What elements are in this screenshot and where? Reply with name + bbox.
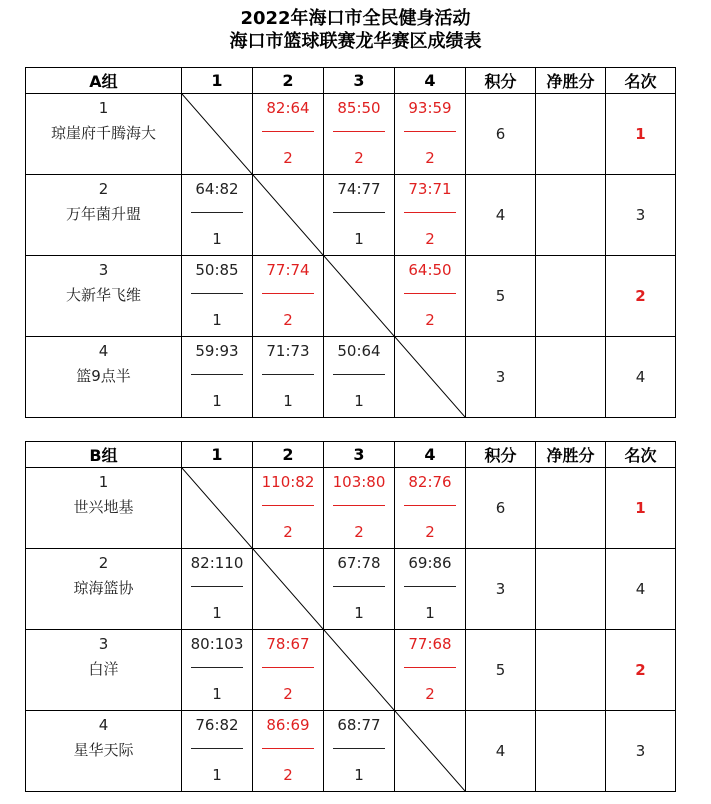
match-points: 2 [425, 149, 435, 167]
match-score [324, 175, 394, 255]
match-score [182, 711, 252, 791]
table-header-row [26, 68, 676, 94]
table-row [26, 337, 676, 418]
rank-cell: 2 [606, 256, 676, 337]
points-cell: 5 [466, 256, 536, 337]
score-divider [191, 586, 243, 587]
match-score-text: 50:64 [337, 342, 381, 360]
score-divider [262, 293, 314, 294]
score-divider [191, 667, 243, 668]
match-points: 1 [354, 230, 364, 248]
rank-cell: 4 [606, 549, 676, 630]
score-divider [333, 131, 385, 132]
document-subtitle: 海口市篮球联赛龙华赛区成绩表 [229, 31, 482, 52]
match-score [253, 94, 323, 174]
score-divider [333, 586, 385, 587]
match-score [253, 256, 323, 336]
match-score [182, 175, 252, 255]
score-divider [404, 212, 456, 213]
team-name: 琼崖府千腾海大 [50, 124, 156, 142]
diagonal-slash [395, 337, 465, 417]
diagonal-line [395, 337, 465, 417]
match-points: 2 [283, 685, 293, 703]
match-score [395, 175, 465, 255]
net-score-header: 净胜分 [536, 442, 606, 468]
match-points: 1 [354, 392, 364, 410]
diagonal-cell [182, 94, 253, 175]
match-points: 1 [212, 604, 222, 622]
team-name: 白洋 [88, 660, 119, 678]
net-score-cell [536, 468, 606, 549]
team-cell [26, 256, 182, 337]
team-cell [26, 549, 182, 630]
match-score [182, 630, 252, 710]
score-divider [191, 748, 243, 749]
table-row [26, 711, 676, 792]
score-table [25, 67, 676, 418]
team-number: 1 [98, 99, 109, 117]
match-score-cell [182, 175, 253, 256]
match-score-cell [182, 630, 253, 711]
match-points: 2 [283, 311, 293, 329]
team-number: 3 [98, 261, 109, 279]
match-score-text: 103:80 [332, 473, 386, 491]
table-row [26, 468, 676, 549]
diagonal-line [182, 468, 252, 548]
team-info [26, 94, 181, 174]
col-header-1: 1 [182, 68, 253, 94]
diagonal-slash [253, 549, 323, 629]
match-score [324, 94, 394, 174]
diagonal-slash [182, 468, 252, 548]
score-divider [262, 131, 314, 132]
table-row [26, 630, 676, 711]
score-divider [262, 667, 314, 668]
match-points: 2 [425, 311, 435, 329]
match-score [324, 711, 394, 791]
diagonal-line [324, 630, 394, 710]
diagonal-line [324, 256, 394, 336]
match-score-cell [395, 94, 466, 175]
rank-cell: 2 [606, 630, 676, 711]
match-points: 1 [354, 604, 364, 622]
match-score [324, 468, 394, 548]
match-score-text: 77:68 [408, 635, 452, 653]
rank-header: 名次 [606, 442, 676, 468]
match-score-text: 76:82 [195, 716, 239, 734]
match-score [395, 549, 465, 629]
team-name: 大新华飞维 [65, 286, 141, 304]
match-score-cell [395, 468, 466, 549]
match-score-text: 80:103 [190, 635, 244, 653]
match-score-cell [182, 549, 253, 630]
team-name: 星华天际 [73, 741, 134, 759]
team-number: 1 [98, 473, 109, 491]
points-cell: 4 [466, 711, 536, 792]
match-score [182, 256, 252, 336]
net-score-cell [536, 94, 606, 175]
diagonal-cell [395, 711, 466, 792]
net-score-cell [536, 256, 606, 337]
team-cell [26, 630, 182, 711]
match-score-cell [395, 630, 466, 711]
match-score-text: 110:82 [261, 473, 315, 491]
team-cell [26, 337, 182, 418]
match-score-cell [182, 711, 253, 792]
match-score-cell [253, 711, 324, 792]
match-score-cell [182, 256, 253, 337]
match-score [182, 549, 252, 629]
diagonal-slash [182, 94, 252, 174]
match-score-text: 74:77 [337, 180, 381, 198]
document-title: 2022年海口市全民健身活动 [240, 8, 471, 29]
diagonal-cell [324, 256, 395, 337]
match-score-text: 71:73 [266, 342, 310, 360]
score-divider [404, 505, 456, 506]
match-score-cell [324, 337, 395, 418]
match-score [253, 630, 323, 710]
match-score-cell [395, 256, 466, 337]
points-cell: 6 [466, 468, 536, 549]
match-score-cell [253, 94, 324, 175]
score-divider [262, 748, 314, 749]
team-info [26, 549, 181, 629]
team-info [26, 175, 181, 255]
points-cell: 4 [466, 175, 536, 256]
points-header: 积分 [466, 442, 536, 468]
diagonal-cell [253, 175, 324, 256]
match-score [324, 337, 394, 417]
col-header-4: 4 [395, 442, 466, 468]
match-score [324, 549, 394, 629]
score-divider [333, 374, 385, 375]
match-points: 1 [212, 766, 222, 784]
team-cell [26, 711, 182, 792]
match-score-cell [324, 549, 395, 630]
rank-cell: 1 [606, 94, 676, 175]
match-score [182, 337, 252, 417]
diagonal-cell [395, 337, 466, 418]
score-divider [191, 374, 243, 375]
team-info [26, 337, 181, 417]
table-row [26, 94, 676, 175]
score-divider [404, 293, 456, 294]
match-score-text: 69:86 [408, 554, 452, 572]
match-points: 2 [354, 149, 364, 167]
match-points: 1 [425, 604, 435, 622]
team-name: 世兴地基 [73, 498, 134, 516]
team-number: 2 [98, 180, 109, 198]
score-divider [404, 586, 456, 587]
match-score-cell [395, 175, 466, 256]
match-points: 2 [283, 149, 293, 167]
score-divider [262, 505, 314, 506]
score-divider [404, 131, 456, 132]
rank-cell: 3 [606, 175, 676, 256]
points-cell: 5 [466, 630, 536, 711]
team-number: 4 [98, 716, 109, 734]
net-score-cell [536, 549, 606, 630]
team-cell [26, 94, 182, 175]
match-score [395, 256, 465, 336]
match-score-text: 86:69 [266, 716, 310, 734]
diagonal-slash [324, 630, 394, 710]
score-divider [191, 212, 243, 213]
team-name: 万年菌升盟 [65, 205, 141, 223]
table-header-row [26, 442, 676, 468]
diagonal-line [182, 94, 252, 174]
table-row [26, 256, 676, 337]
col-header-3: 3 [324, 442, 395, 468]
score-divider [333, 505, 385, 506]
match-score-cell [324, 468, 395, 549]
match-score-text: 59:93 [195, 342, 239, 360]
match-score-cell [182, 337, 253, 418]
match-score-text: 93:59 [408, 99, 452, 117]
team-number: 4 [98, 342, 109, 360]
match-points: 1 [212, 685, 222, 703]
diagonal-slash [253, 175, 323, 255]
match-points: 2 [425, 523, 435, 541]
col-header-1: 1 [182, 442, 253, 468]
points-header: 积分 [466, 68, 536, 94]
diagonal-cell [182, 468, 253, 549]
col-header-3: 3 [324, 68, 395, 94]
diagonal-line [253, 175, 323, 255]
net-score-header: 净胜分 [536, 68, 606, 94]
group-name-header: A组 [26, 68, 182, 94]
match-score [395, 468, 465, 548]
diagonal-cell [253, 549, 324, 630]
match-points: 2 [283, 766, 293, 784]
match-score-text: 68:77 [337, 716, 381, 734]
match-points: 1 [354, 766, 364, 784]
match-score-cell [253, 630, 324, 711]
match-score-text: 85:50 [337, 99, 381, 117]
match-score-cell [324, 94, 395, 175]
col-header-4: 4 [395, 68, 466, 94]
team-info [26, 256, 181, 336]
match-score-cell [324, 175, 395, 256]
diagonal-slash [395, 711, 465, 791]
team-name: 篮9点半 [76, 367, 131, 385]
table-row [26, 549, 676, 630]
match-points: 1 [212, 230, 222, 248]
match-score [395, 630, 465, 710]
team-cell [26, 468, 182, 549]
rank-cell: 4 [606, 337, 676, 418]
match-points: 1 [283, 392, 293, 410]
score-divider [262, 374, 314, 375]
table-row [26, 175, 676, 256]
match-score-text: 64:82 [195, 180, 239, 198]
score-divider [191, 293, 243, 294]
col-header-2: 2 [253, 442, 324, 468]
match-points: 2 [425, 685, 435, 703]
match-points: 2 [283, 523, 293, 541]
match-score-cell [324, 711, 395, 792]
match-score-cell [253, 256, 324, 337]
match-score-text: 78:67 [266, 635, 310, 653]
match-score-text: 73:71 [408, 180, 452, 198]
points-cell: 3 [466, 549, 536, 630]
match-score-text: 67:78 [337, 554, 381, 572]
net-score-cell [536, 630, 606, 711]
match-points: 1 [212, 392, 222, 410]
group-name-header: B组 [26, 442, 182, 468]
diagonal-line [395, 711, 465, 791]
match-points: 2 [425, 230, 435, 248]
net-score-cell [536, 175, 606, 256]
rank-header: 名次 [606, 68, 676, 94]
match-score-cell [253, 468, 324, 549]
team-cell [26, 175, 182, 256]
match-score-cell [253, 337, 324, 418]
score-divider [333, 748, 385, 749]
match-score-text: 64:50 [408, 261, 452, 279]
match-score-text: 82:76 [408, 473, 452, 491]
points-cell: 3 [466, 337, 536, 418]
match-score-text: 77:74 [266, 261, 310, 279]
match-score-text: 50:85 [195, 261, 239, 279]
team-info [26, 711, 181, 791]
team-number: 2 [98, 554, 109, 572]
team-number: 3 [98, 635, 109, 653]
match-points: 1 [212, 311, 222, 329]
score-table [25, 441, 676, 792]
rank-cell: 3 [606, 711, 676, 792]
match-score-text: 82:110 [190, 554, 244, 572]
match-score-cell [395, 549, 466, 630]
diagonal-cell [324, 630, 395, 711]
match-score [253, 337, 323, 417]
match-score [253, 468, 323, 548]
net-score-cell [536, 337, 606, 418]
points-cell: 6 [466, 94, 536, 175]
match-score [253, 711, 323, 791]
team-info [26, 630, 181, 710]
team-info [26, 468, 181, 548]
net-score-cell [536, 711, 606, 792]
match-score-text: 82:64 [266, 99, 310, 117]
score-divider [333, 212, 385, 213]
score-divider [404, 667, 456, 668]
rank-cell: 1 [606, 468, 676, 549]
diagonal-slash [324, 256, 394, 336]
col-header-2: 2 [253, 68, 324, 94]
match-points: 2 [354, 523, 364, 541]
match-score [395, 94, 465, 174]
diagonal-line [253, 549, 323, 629]
team-name: 琼海篮协 [73, 579, 134, 597]
